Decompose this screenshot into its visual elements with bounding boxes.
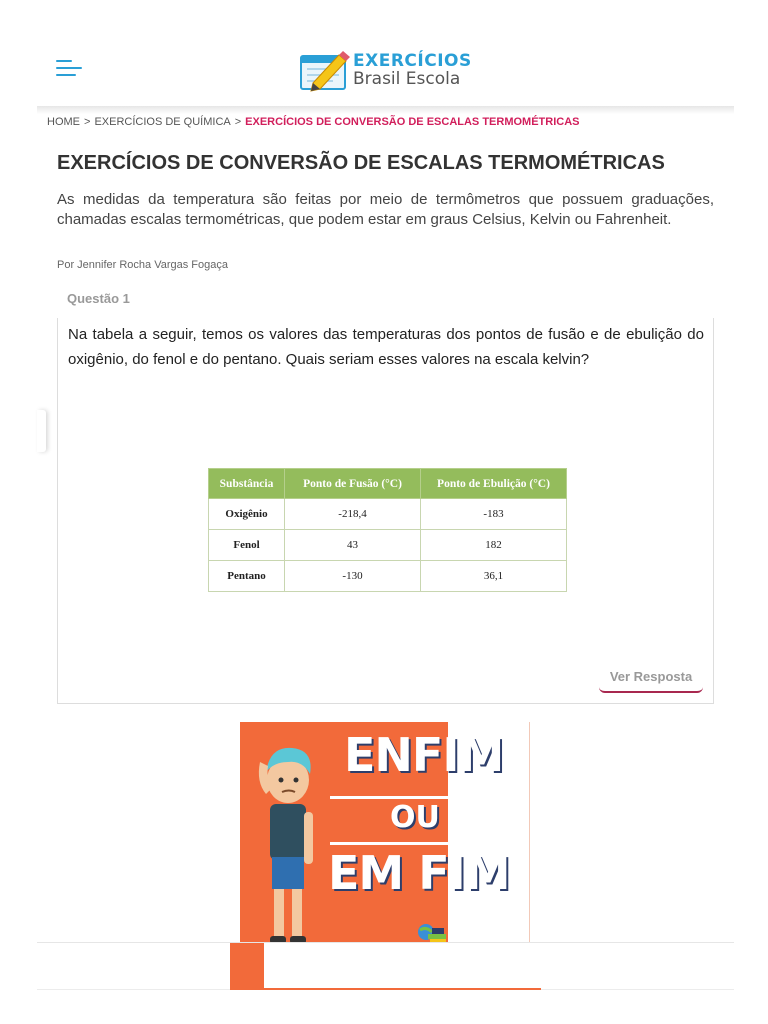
table-header-cell: Substância [209, 469, 285, 499]
breadcrumb-current: EXERCÍCIOS DE CONVERSÃO DE ESCALAS TERMOMÉTRICAS [245, 116, 580, 128]
ad-headline-ou: OU [390, 800, 440, 835]
site-logo[interactable] [299, 49, 474, 93]
table-header-cell: Ponto de Ebulição (°C) [421, 469, 567, 499]
confused-boy-illustration [252, 742, 318, 946]
article-intro: As medidas da temperatura são feitas por meio de termômetros que possuem graduações, chamadas escalas termométricas, que podem estar em graus Celsius, Kelvin ou Fahrenheit. [57, 191, 714, 228]
advertisement[interactable] [240, 722, 510, 946]
ad-headline-em-fim: EM FIM [328, 846, 510, 900]
ad-divider [330, 842, 450, 845]
bottom-ad-stripe [264, 988, 541, 990]
table-cell: -218,4 [285, 499, 421, 530]
table-cell: Fenol [209, 530, 285, 561]
show-answer-button[interactable]: Ver Resposta [599, 667, 703, 693]
bottom-banner-ad[interactable] [230, 943, 541, 990]
temperature-table [208, 468, 567, 592]
notebook-pencil-icon [299, 51, 351, 91]
question-card [57, 318, 714, 704]
article-author: Por Jennifer Rocha Vargas Fogaça [57, 259, 228, 271]
table-cell: Pentano [209, 561, 285, 592]
ad-headline-enfim: ENFIM [344, 728, 504, 782]
breadcrumb [47, 116, 580, 128]
ad-border-line [529, 722, 530, 942]
table-cell: Oxigênio [209, 499, 285, 530]
side-tab-handle[interactable] [37, 410, 46, 452]
table-header-row [209, 469, 567, 499]
question-text: Na tabela a seguir, temos os valores das temperaturas dos pontos de fusão e de ebulição do oxigênio, do fenol e do pentano. Quais seriam esses valores na escala kelvin? [68, 326, 704, 368]
logo-subtitle: Brasil Escola [353, 69, 461, 89]
breadcrumb-separator: > [84, 116, 91, 128]
page-frame [37, 0, 734, 1024]
table-cell: -130 [285, 561, 421, 592]
bottom-ad-block [230, 943, 264, 990]
breadcrumb-home-link[interactable]: HOME [47, 116, 80, 128]
table-row [209, 561, 567, 592]
table-cell: 36,1 [421, 561, 567, 592]
header-shadow [37, 106, 734, 114]
table-row [209, 530, 567, 561]
page-title: EXERCÍCIOS DE CONVERSÃO DE ESCALAS TERMOMÉTRICAS [57, 152, 665, 174]
breadcrumb-separator: > [234, 116, 242, 128]
table-cell: 182 [421, 530, 567, 561]
sticky-bottom-bar [37, 942, 734, 990]
logo-title: EXERCÍCIOS [353, 51, 472, 71]
breadcrumb-category-link[interactable]: EXERCÍCIOS DE QUÍMICA [94, 116, 231, 128]
question-label: Questão 1 [67, 291, 130, 306]
table-header-cell: Ponto de Fusão (°C) [285, 469, 421, 499]
hamburger-menu-icon[interactable] [56, 58, 82, 78]
table-row [209, 499, 567, 530]
site-header [37, 0, 734, 108]
table-cell: -183 [421, 499, 567, 530]
table-cell: 43 [285, 530, 421, 561]
ad-divider [330, 796, 450, 799]
